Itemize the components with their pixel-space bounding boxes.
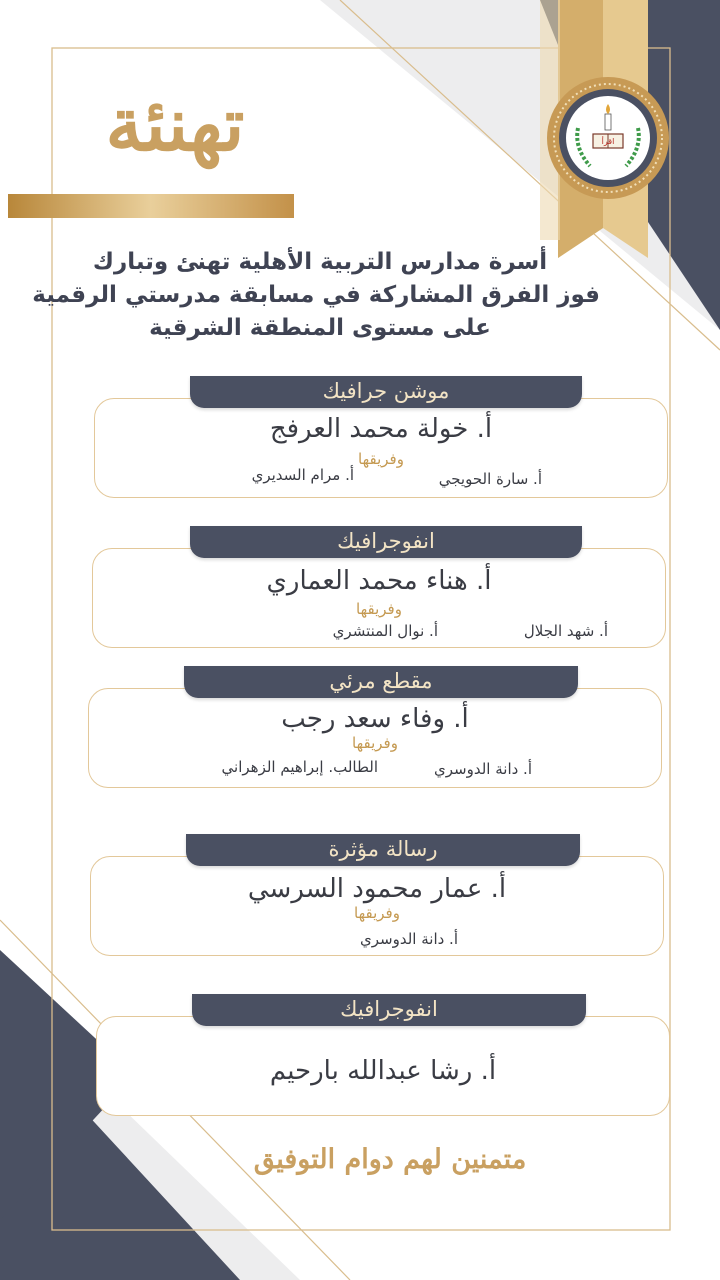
page-title: تهنئة — [105, 82, 245, 168]
award-card — [88, 666, 662, 788]
intro-text — [32, 246, 600, 345]
category-tab: انفوجرافيك — [192, 994, 586, 1026]
leader-name: أ. هناء محمد العماري — [266, 566, 492, 596]
intro-line: أسرة مدارس التربية الأهلية تهنئ وتبارك — [92, 249, 548, 275]
leader-name: أ. خولة محمد العرفج — [269, 414, 493, 444]
category-tab: موشن جرافيك — [190, 376, 582, 408]
emblem-text: اقرأ — [601, 137, 615, 146]
team-label: وفريقها — [356, 600, 402, 618]
team-label: وفريقها — [358, 450, 404, 468]
intro-line: فوز الفرق المشاركة في مسابقة مدرستي الرقمية — [32, 282, 600, 308]
team-member: الطالب. إبراهيم الزهراني — [221, 758, 378, 776]
team-label: وفريقها — [352, 734, 398, 752]
team-member: أ. دانة الدوسري — [434, 760, 532, 778]
card-frame — [94, 398, 668, 498]
intro-line: على مستوى المنطقة الشرقية — [149, 315, 491, 341]
closing-wish: متمنين لهم دوام التوفيق — [253, 1144, 527, 1175]
team-member: أ. سارة الحويجي — [438, 470, 542, 488]
team-member: أ. مرام السديري — [251, 466, 354, 484]
award-card — [94, 376, 668, 498]
team-member: أ. نوال المنتشري — [332, 622, 438, 640]
award-card — [96, 994, 670, 1116]
award-card — [90, 834, 664, 956]
team-member: أ. شهد الجلال — [523, 622, 608, 640]
team-label: وفريقها — [354, 904, 400, 922]
category-tab: انفوجرافيك — [190, 526, 582, 558]
award-card — [92, 526, 666, 648]
category-tab: مقطع مرئي — [184, 666, 578, 698]
leader-name: أ. عمار محمود السرسي — [247, 874, 507, 904]
leader-name: أ. وفاء سعد رجب — [281, 704, 469, 734]
gold-divider — [8, 194, 294, 218]
leader-name: أ. رشا عبدالله بارحيم — [269, 1056, 497, 1086]
team-member: أ. دانة الدوسري — [360, 930, 458, 948]
category-tab: رسالة مؤثرة — [186, 834, 580, 866]
school-emblem-icon — [546, 76, 670, 200]
